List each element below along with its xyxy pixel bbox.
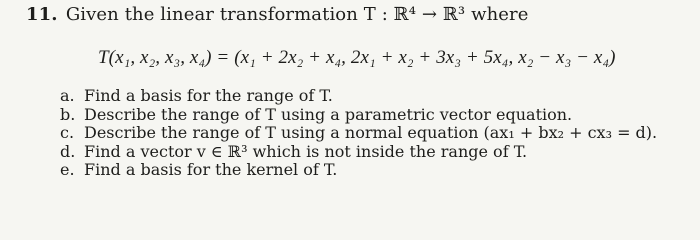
part-label: e. (60, 160, 75, 179)
problem-part-d (60, 143, 657, 162)
part-text: Describe the range of T using a parametric vector equation. (84, 104, 573, 124)
part-label: c. (60, 123, 75, 142)
problem-number: 11. (26, 4, 58, 25)
part-text: Find a vector v ∈ ℝ³ which is not inside the range of T. (84, 141, 528, 161)
problem-statement: Given the linear transformation T : ℝ⁴ → ℝ³ where (65, 4, 529, 25)
problem-part-e (60, 161, 657, 180)
problem-header (26, 4, 528, 25)
part-text: Find a basis for the kernel of T. (84, 160, 338, 179)
transformation-equation: T(x₁, x₂, x₃, x₄) = (x₁ + 2x₂ + x₄, 2x₁ + x₂ + 3x₃ + 5x₄, x₂ − x₃ − x₄) (98, 47, 616, 68)
part-text: Describe the range of T using a normal equation (ax₁ + bx₂ + cx₃ = d). (84, 123, 658, 142)
problem-part-c (60, 124, 657, 143)
problem-part-b (60, 106, 657, 125)
problem-parts-list (60, 87, 657, 180)
problem-part-a (60, 87, 657, 106)
part-label: b. (60, 104, 76, 124)
part-text: Find a basis for the range of T. (84, 86, 333, 105)
part-label: d. (60, 141, 76, 161)
part-label: a. (60, 86, 75, 105)
